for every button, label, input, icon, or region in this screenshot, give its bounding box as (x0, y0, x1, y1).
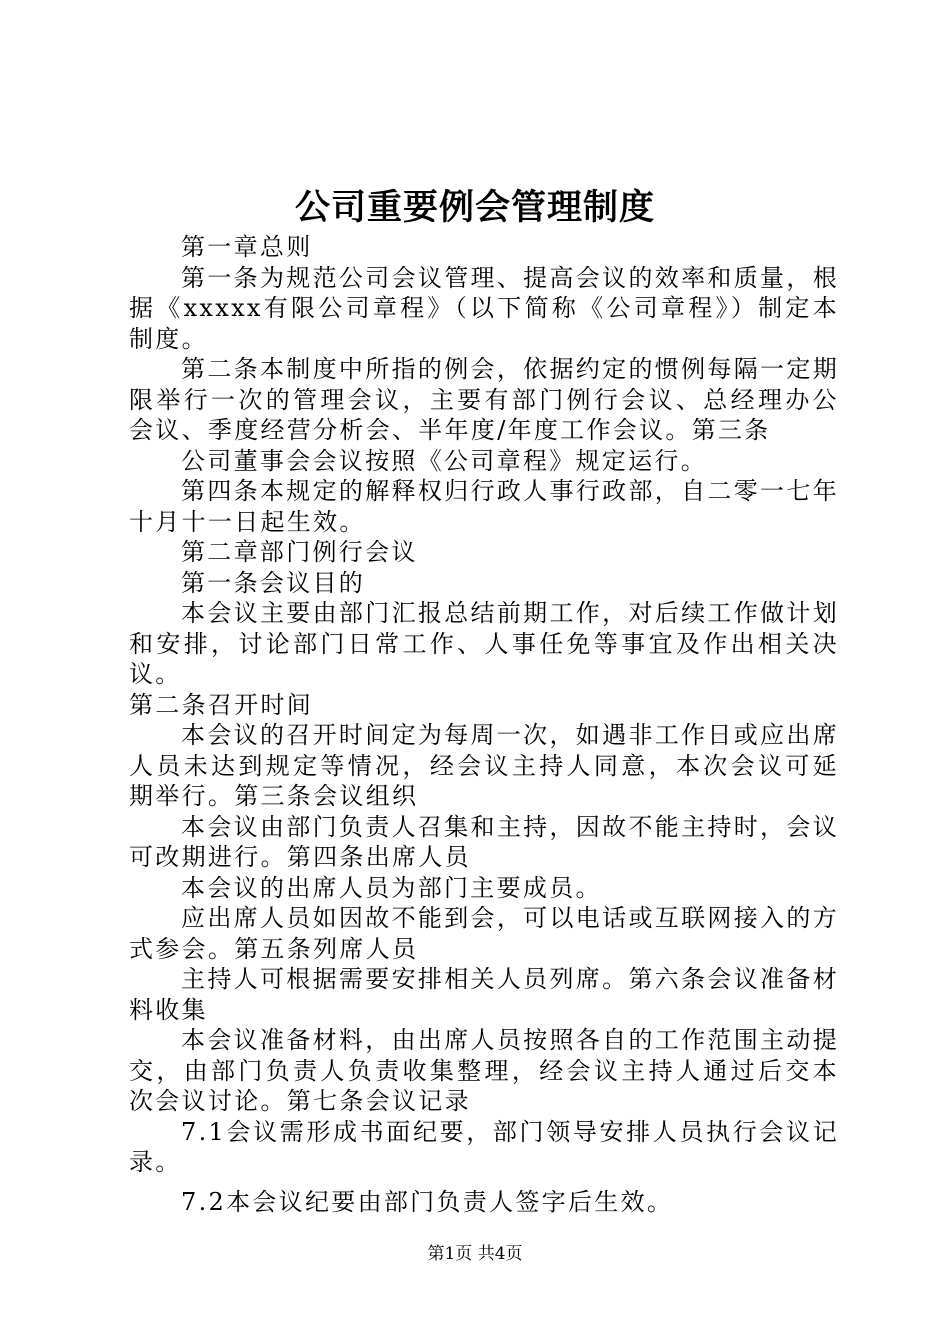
paragraph: 本会议准备材料，由出席人员按照各自的工作范围主动提交，由部门负责人负责收集整理，经会议主持人通过后交本次会议讨论。第七条会议记录 (129, 1026, 839, 1115)
paragraph: 主持人可根据需要安排相关人员列席。第六条会议准备材料收集 (129, 965, 839, 1024)
paragraph: 应出席人员如因故不能到会，可以电话或互联网接入的方式参会。第五条列席人员 (129, 904, 839, 963)
paragraph: 本会议主要由部门汇报总结前期工作，对后续工作做计划和安排，讨论部门日常工作、人事任免等事宜及作出相关决议。 (129, 599, 839, 688)
paragraph: 公司董事会会议按照《公司章程》规定运行。 (181, 446, 707, 475)
paragraph: 本会议由部门负责人召集和主持，因故不能主持时，会议可改期进行。第四条出席人员 (129, 812, 839, 871)
article-heading: 第二条召开时间 (129, 690, 314, 719)
page-footer: 第1页 共4页 (427, 1244, 523, 1264)
chapter-heading: 第一章总则 (181, 233, 313, 261)
paragraph: 7.2本会议纪要由部门负责人签字后生效。 (181, 1187, 674, 1216)
paragraph: 7.1会议需形成书面纪要，部门领导安排人员执行会议记录。 (129, 1117, 839, 1176)
document-title: 公司重要例会管理制度 (294, 187, 655, 228)
document-body (129, 232, 839, 1217)
article-heading: 第一条会议目的 (181, 568, 366, 597)
chapter-heading: 第二章部门例行会议 (181, 538, 418, 566)
paragraph: 第一条为规范公司会议管理、提高会议的效率和质量，根据《xxxxx有限公司章程》（以下简称《公司章程》）制定本制度。 (129, 263, 839, 353)
paragraph: 第二条本制度中所指的例会，依据约定的惯例每隔一定期限举行一次的管理会议，主要有部门例行会议、总经理办公会议、季度经营分析会、半年度/年度工作会议。第三条 (129, 355, 839, 444)
paragraph: 本会议的召开时间定为每周一次，如遇非工作日或应出席人员未达到规定等情况，经会议主持人同意，本次会议可延期举行。第三条会议组织 (129, 721, 839, 810)
paragraph: 本会议的出席人员为部门主要成员。 (181, 873, 602, 902)
paragraph: 第四条本规定的解释权归行政人事行政部，自二零一七年十月十一日起生效。 (129, 477, 839, 536)
